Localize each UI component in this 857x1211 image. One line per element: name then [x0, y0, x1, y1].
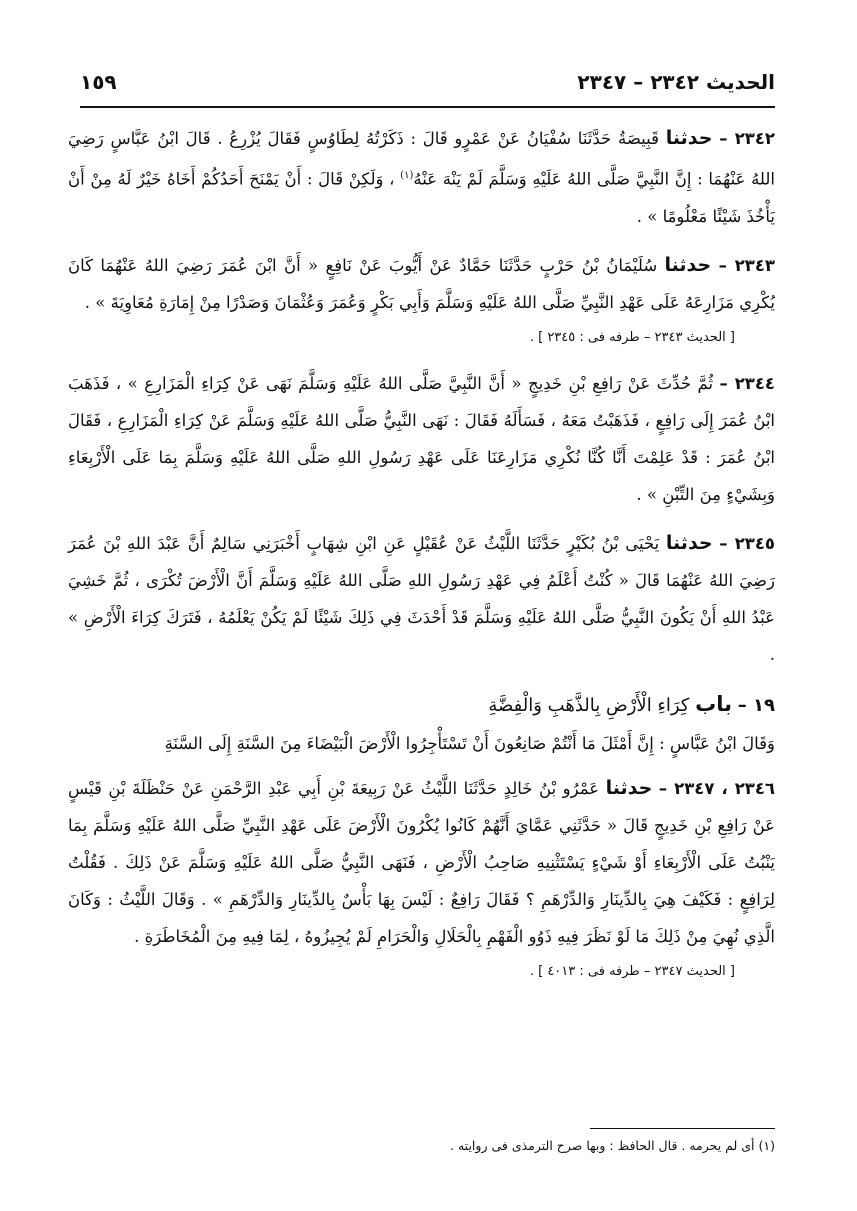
page-body: [68, 120, 775, 999]
hadith-2343: [68, 247, 775, 321]
hadith-2345: [68, 525, 775, 673]
hadith-number: ٢٣٤٦ ، ٢٣٤٧ –: [658, 778, 776, 798]
hadith-2344: [68, 365, 775, 513]
hadith-number: ٢٣٤٣ –: [718, 255, 775, 275]
footnote: [175, 1136, 775, 1156]
footnote-mark: (١): [758, 1138, 775, 1153]
haddathana-marker: حدثنا: [665, 127, 713, 149]
hadith-number: ٢٣٤٢ –: [719, 129, 776, 148]
chapter-title: كِرَاءِ الْأَرْضِ بِالذَّهَبِ وَالْفِضَّةِ: [488, 694, 690, 716]
hadith-number: ٢٣٤٥ –: [719, 533, 776, 553]
hadith-2346-2347: [68, 770, 775, 955]
footnote-text: أى لم يحرمه . قال الحافظ : وبها صرح الترمذى فى روايته .: [450, 1138, 755, 1153]
cross-reference: [ الحديث ٢٣٤٣ – طرفه فى : ٢٣٤٥ ] .: [529, 329, 735, 345]
chapter-note: وَقَالَ ابْنُ عَبَّاسٍ : إِنَّ أَمْثَلَ مَا أَنْتُمْ صَانِعُونَ أَنْ تَسْتَأْجِرُوا الْأَرْضَ الْبَيْضَاءَ مِنَ السَّنَةِ إِلَى السَّنَةِ: [164, 733, 775, 753]
hadith-text: ثُمَّ حُدِّثَ عَنْ رَافِعِ بْنِ خَدِيجٍ « أَنَّ النَّبِيَّ صَلَّى اللهُ عَلَيْهِ وَسَلَّمَ نَهَى عَنْ كِرَاءِ الْمَزَارِعِ » ، فَذَهَبَ ابْنُ عُمَرَ إِلَى رَافِعٍ ، فَذَهَبْتُ مَعَهُ ، فَسَأَلَهُ فَقَالَ : نَهَى النَّبِيُّ صَلَّى اللهُ عَلَيْهِ وَسَلَّمَ عَنْ كِرَاءِ الْمَزَارِعِ ، فَقَالَ ابْنُ عُمَرَ : قَدْ عَلِمْتَ أَنَّا كُنَّا نُكْرِي مَزَارِعَنَا عَلَى عَهْدِ رَسُولِ اللهِ صَلَّى اللهُ عَلَيْهِ وَسَلَّمَ بِمَا عَلَى الْأَرْبِعَاءِ وَبِشَيْءٍ مِنَ التِّبْنِ » .: [68, 373, 775, 504]
haddathana-marker: حدثنا: [665, 531, 713, 554]
page-header: [80, 66, 775, 108]
footnote-divider: [590, 1128, 775, 1129]
bab-label: باب: [695, 691, 732, 716]
chapter-heading: [68, 685, 775, 725]
hadith-text: عَمْرُو بْنُ خَالِدٍ حَدَّثَنَا اللَّيْثُ عَنْ رَبِيعَةَ بْنِ أَبِي عَبْدِ الرَّحْمَنِ عَنْ حَنْظَلَةَ بْنِ قَيْسٍ عَنْ رَافِعِ بْنِ خَدِيجٍ قَالَ « حَدَّثَنِي عَمَّايَ أَنَّهُمْ كَانُوا يُكْرُونَ الْأَرْضَ عَلَى عَهْدِ النَّبِيِّ صَلَّى اللهُ عَلَيْهِ وَسَلَّمَ بِمَا يَنْبُتُ عَلَى الْأَرْبِعَاءِ أَوْ شَيْءٍ يَسْتَثْنِيهِ صَاحِبُ الْأَرْضِ ، فَنَهَى النَّبِيُّ صَلَّى اللهُ عَلَيْهِ وَسَلَّمَ عَنْ ذَلِكَ . فَقُلْتُ لِرَافِعٍ : فَكَيْفَ هِيَ بِالدِّينَارِ وَالدِّرْهَمِ ؟ فَقَالَ رَافِعٌ : لَيْسَ بِهَا بَأْسٌ بِالدِّينَارِ وَالدِّرْهَمِ » . وَقَالَ اللَّيْثُ : وَكَانَ الَّذِي نُهِيَ مِنْ ذَلِكَ مَا لَوْ نَظَرَ فِيهِ ذَوُو الْفَهْمِ بِالْحَلَالِ وَالْحَرَامِ لَمْ يُجِيزُوهُ ، لِمَا فِيهِ مِنَ الْمُخَاطَرَةِ .: [68, 778, 775, 946]
footnote-reference: (١): [400, 170, 414, 181]
chapter-number: ١٩ –: [737, 694, 775, 716]
hadith-text-continued: ، وَلَكِنْ قَالَ : أَنْ يَمْنَحَ أَحَدُكُمْ أَخَاهُ خَيْرٌ لَهُ مِنْ أَنْ يَأْخُذَ شَيْئًا مَعْلُومًا » .: [68, 169, 775, 226]
haddathana-marker: حدثنا: [605, 776, 653, 799]
hadith-text: يَحْيَى بْنُ بُكَيْرٍ حَدَّثَنَا اللَّيْثُ عَنْ عُقَيْلٍ عَنِ ابْنِ شِهَابٍ أَخْبَرَنِي سَالِمٌ أَنَّ عَبْدَ اللهِ بْنَ عُمَرَ رَضِيَ اللهُ عَنْهُمَا قَالَ « كُنْتُ أَعْلَمُ فِي عَهْدِ رَسُولِ اللهِ صَلَّى اللهُ عَلَيْهِ وَسَلَّمَ أَنَّ الْأَرْضَ تُكْرَى ، ثُمَّ خَشِيَ عَبْدُ اللهِ أَنْ يَكُونَ النَّبِيُّ صَلَّى اللهُ عَلَيْهِ وَسَلَّمَ قَدْ أَحْدَثَ فِي ذَلِكَ شَيْئًا لَمْ يَكُنْ يَعْلَمُهُ ، فَتَرَكَ كِرَاءَ الْأَرْضِ » .: [68, 533, 775, 664]
page-number: ١٥٩: [80, 70, 117, 94]
cross-reference: [ الحديث ٢٣٤٧ – طرفه فى : ٤٠١٣ ] .: [529, 963, 735, 979]
haddathana-marker: حدثنا: [664, 253, 712, 276]
running-title: الحديث ٢٣٤٢ – ٢٣٤٧: [577, 70, 775, 94]
hadith-number: ٢٣٤٤ –: [719, 373, 776, 393]
hadith-text: سُلَيْمَانُ بْنُ حَرْبٍ حَدَّثَنَا حَمَّادٌ عَنْ أَيُّوبَ عَنْ نَافِعٍ « أَنَّ ابْنَ عُمَرَ رَضِيَ اللهُ عَنْهُمَا كَانَ يُكْرِي مَزَارِعَهُ عَلَى عَهْدِ النَّبِيِّ صَلَّى اللهُ عَلَيْهِ وَسَلَّمَ وَأَبِي بَكْرٍ وَعُمَرَ وَعُثْمَانَ وَصَدْرًا مِنْ إِمَارَةِ مُعَاوِيَةَ » .: [68, 255, 775, 312]
hadith-2342: [68, 120, 775, 235]
hadith-text: قَبِيصَةُ حَدَّثَنَا سُفْيَانُ عَنْ عَمْرٍو قَالَ : ذَكَرْتُهُ لِطَاوُسٍ فَقَالَ يُزْرِعُ . قَالَ ابْنُ عَبَّاسٍ رَضِيَ اللهُ عَنْهُمَا : إِنَّ النَّبِيَّ صَلَّى اللهُ عَلَيْهِ وَسَلَّمَ لَمْ يَنْهَ عَنْهُ: [68, 129, 775, 189]
